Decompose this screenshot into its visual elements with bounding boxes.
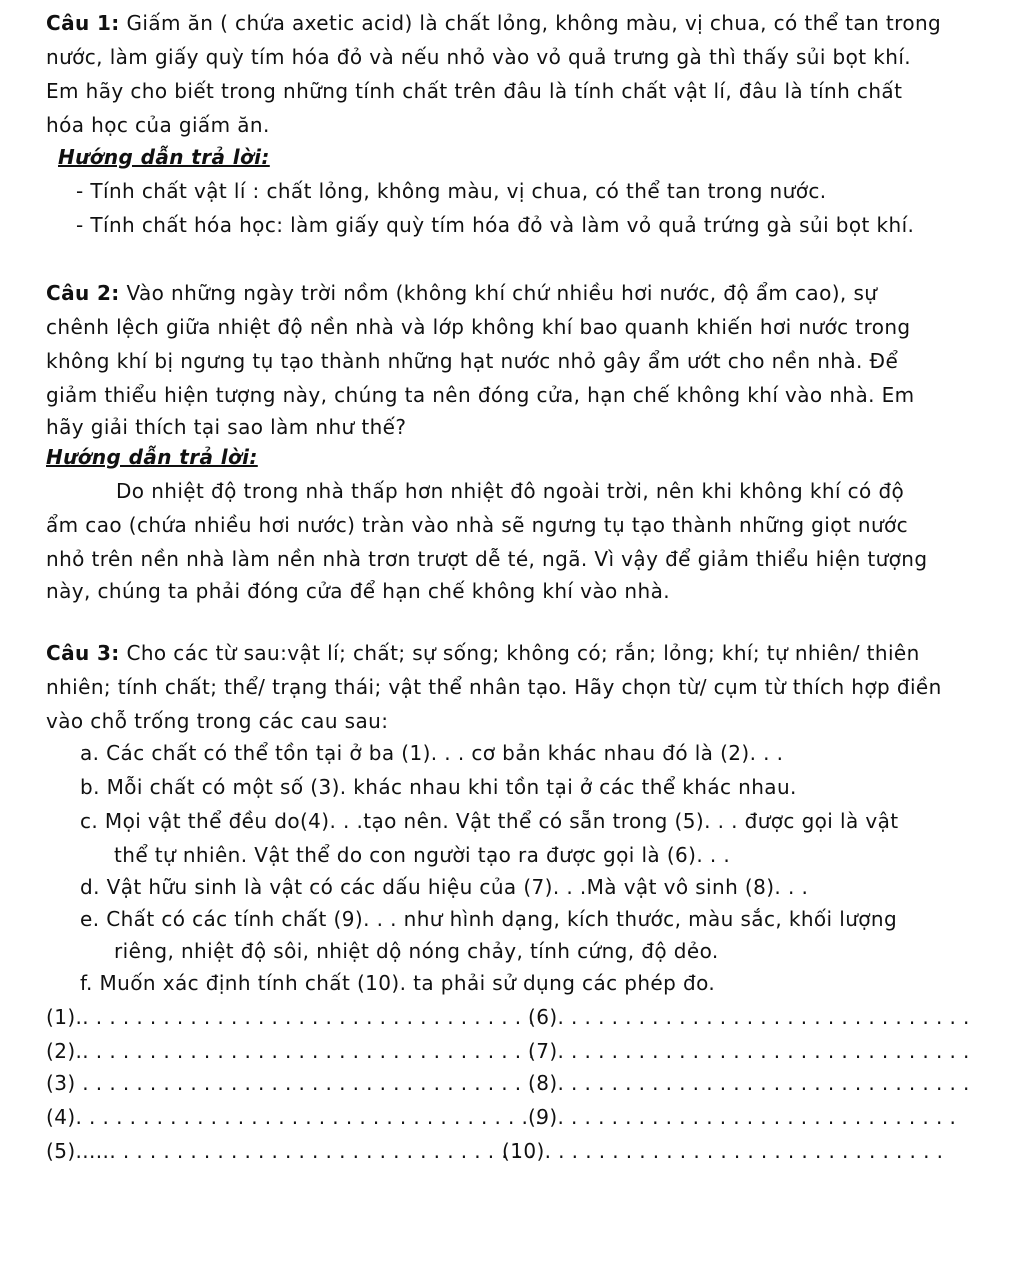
q3-line-2: nhiên; tính chất; thể/ trạng thái; vật thể nhân tạo. Hãy chọn từ/ cụm từ thích hợp điền — [46, 675, 942, 699]
q3-item-c: c. Mọi vật thể đều do(4). . .tạo nên. Vật thể có sẵn trong (5). . . được gọi là vật — [80, 809, 899, 833]
q2-answer-line-4: này, chúng ta phải đóng cửa để hạn chế không khí vào nhà. — [46, 579, 671, 603]
blank-9[interactable]: (9). . . . . . . . . . . . . . . . . . . . . . . . . . . . . . — [528, 1105, 957, 1129]
blank-3[interactable]: (3) . . . . . . . . . . . . . . . . . . . . . . . . . . . . . . . . . . — [46, 1071, 536, 1095]
q2-line-3: không khí bị ngưng tụ tạo thành những hạt nước nhỏ gây ẩm ướt cho nền nhà. Để — [46, 349, 899, 373]
q1-line-1: Câu 1: Giấm ăn ( chứa axetic acid) là chất lỏng, không màu, vị chua, có thể tan trong — [46, 11, 942, 35]
q2-guide-heading: Hướng dẫn trả lời: — [46, 445, 258, 469]
blank-10[interactable]: (10). . . . . . . . . . . . . . . . . . . . . . . . . . . . . . — [502, 1139, 944, 1163]
q3-item-a: a. Các chất có thể tồn tại ở ba (1). . . cơ bản khác nhau đó là (2). . . — [80, 741, 784, 765]
q3-item-f: f. Muốn xác định tính chất (10). ta phải sử dụng các phép đo. — [80, 971, 716, 995]
blank-1[interactable]: (1).. . . . . . . . . . . . . . . . . . . . . . . . . . . . . . . . . . — [46, 1005, 536, 1029]
q1-line-3: Em hãy cho biết trong những tính chất trên đâu là tính chất vật lí, đâu là tính chất — [46, 79, 903, 103]
q3-item-e-cont: riêng, nhiệt độ sôi, nhiệt dộ nóng chảy, tính cứng, độ dẻo. — [114, 939, 719, 963]
q2-line-1: Câu 2: Vào những ngày trời nồm (không khí chứ nhiều hơi nước, độ ẩm cao), sự — [46, 281, 878, 305]
q2-answer-line-3: nhỏ trên nền nhà làm nền nhà trơn trượt dễ té, ngã. Vì vậy để giảm thiểu hiện tượng — [46, 547, 928, 571]
blank-6[interactable]: (6). . . . . . . . . . . . . . . . . . . . . . . . . . . . . . . — [528, 1005, 970, 1029]
q3-line-3: vào chỗ trống trong các cau sau: — [46, 709, 389, 733]
q3-item-c-cont: thể tự nhiên. Vật thể do con người tạo ra được gọi là (6). . . — [114, 843, 731, 867]
q1-answer-chemical: - Tính chất hóa học: làm giấy quỳ tím hóa đỏ và làm vỏ quả trứng gà sủi bọt khí. — [76, 213, 915, 237]
question-label: Câu 1: — [46, 11, 120, 35]
blank-5[interactable]: (5)...... . . . . . . . . . . . . . . . . . . . . . . . . . . . . . . . — [46, 1139, 536, 1163]
question-label: Câu 2: — [46, 281, 120, 305]
blank-4[interactable]: (4). . . . . . . . . . . . . . . . . . . . . . . . . . . . . . . . . . . — [46, 1105, 542, 1129]
q3-item-b: b. Mỗi chất có một số (3). khác nhau khi tồn tại ở các thể khác nhau. — [80, 775, 797, 799]
q2-answer-line-2: ẩm cao (chứa nhiều hơi nước) tràn vào nhà sẽ ngưng tụ tạo thành những giọt nước — [46, 513, 909, 537]
blank-8[interactable]: (8). . . . . . . . . . . . . . . . . . . . . . . . . . . . . . . — [528, 1071, 970, 1095]
q3-line-1: Câu 3: Cho các từ sau:vật lí; chất; sự sống; không có; rắn; lỏng; khí; tự nhiên/ thiên — [46, 641, 920, 665]
q2-line-4: giảm thiểu hiện tượng này, chúng ta nên đóng cửa, hạn chế không khí vào nhà. Em — [46, 383, 915, 407]
q1-line-2: nước, làm giấy quỳ tím hóa đỏ và nếu nhỏ vào vỏ quả trưng gà thì thấy sủi bọt khí. — [46, 45, 912, 69]
q2-line-2: chênh lệch giữa nhiệt độ nền nhà và lớp không khí bao quanh khiến hơi nước trong — [46, 315, 911, 339]
q3-item-d: d. Vật hữu sinh là vật có các dấu hiệu của (7). . .Mà vật vô sinh (8). . . — [80, 875, 809, 899]
blank-7[interactable]: (7). . . . . . . . . . . . . . . . . . . . . . . . . . . . . . . — [528, 1039, 970, 1063]
q3-item-e: e. Chất có các tính chất (9). . . như hình dạng, kích thước, màu sắc, khối lượng — [80, 907, 898, 931]
blank-2[interactable]: (2).. . . . . . . . . . . . . . . . . . . . . . . . . . . . . . . . . . — [46, 1039, 536, 1063]
q1-answer-physical: - Tính chất vật lí : chất lỏng, không màu, vị chua, có thể tan trong nước. — [76, 179, 827, 203]
q2-line-5: hãy giải thích tại sao làm như thế? — [46, 415, 407, 439]
q1-guide-heading: Hướng dẫn trả lời: — [58, 145, 270, 169]
q1-line-4: hóa học của giấm ăn. — [46, 113, 270, 137]
question-label: Câu 3: — [46, 641, 120, 665]
q2-answer-line-1: Do nhiệt độ trong nhà thấp hơn nhiệt đô ngoài trời, nên khi không khí có độ — [116, 479, 905, 503]
